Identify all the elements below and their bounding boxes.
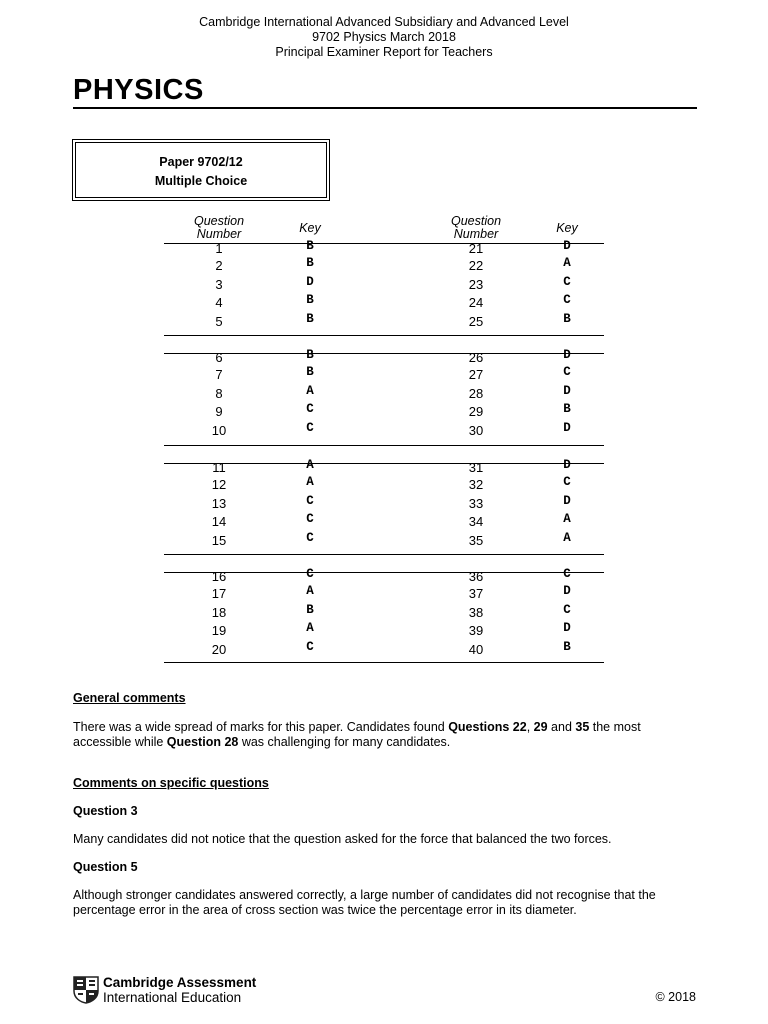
answer-key: A bbox=[563, 530, 571, 545]
paper-box bbox=[72, 139, 330, 201]
question-number: 8 bbox=[215, 386, 223, 402]
answer-key: C bbox=[306, 494, 314, 509]
question-number: 40 bbox=[468, 641, 484, 657]
answer-key: D bbox=[563, 494, 571, 509]
answer-key: A bbox=[563, 256, 571, 271]
answer-key: C bbox=[563, 603, 571, 618]
question-number: 27 bbox=[468, 367, 484, 383]
question-number: 5 bbox=[215, 313, 223, 329]
question-number: 33 bbox=[468, 496, 484, 512]
table-rule bbox=[164, 445, 604, 446]
answer-key: D bbox=[563, 384, 571, 399]
answer-key: B bbox=[306, 311, 314, 326]
question-3-heading: Question 3 bbox=[73, 804, 138, 818]
paper-number: Paper 9702/12 bbox=[159, 155, 243, 169]
answer-key: D bbox=[563, 584, 571, 599]
question-5-text: Although stronger candidates answered correctly, a large number of candidates did not recognise that the percentage error in the area of cross section was twice the percentage error in its diameter. bbox=[73, 888, 656, 917]
question-3-text: Many candidates did not notice that the question asked for the force that balanced the two forces. bbox=[73, 832, 612, 846]
question-number: 21 bbox=[468, 241, 484, 256]
question-number: 7 bbox=[215, 367, 223, 383]
answer-key: B bbox=[306, 603, 314, 618]
question-number: 23 bbox=[468, 277, 484, 293]
answer-key: B bbox=[563, 639, 571, 654]
question-number: 19 bbox=[211, 622, 227, 638]
answer-key: A bbox=[563, 511, 571, 526]
col-header-key: Key bbox=[299, 221, 321, 235]
answer-key: C bbox=[306, 420, 314, 435]
answer-key: C bbox=[563, 475, 571, 490]
logo-line-1: Cambridge Assessment bbox=[103, 975, 257, 990]
answer-key: B bbox=[306, 365, 314, 380]
question-number: 6 bbox=[215, 350, 223, 365]
table-rule bbox=[164, 662, 604, 663]
table-rule bbox=[164, 463, 604, 464]
question-number: 29 bbox=[468, 403, 484, 419]
question-number: 31 bbox=[468, 460, 484, 475]
question-number: 17 bbox=[211, 586, 227, 602]
question-number: 15 bbox=[211, 532, 227, 548]
col-header-question-2: Question Number bbox=[450, 214, 502, 241]
question-number: 9 bbox=[215, 403, 223, 419]
question-number: 2 bbox=[215, 258, 223, 274]
answer-key: B bbox=[306, 239, 314, 253]
question-number: 36 bbox=[468, 569, 484, 584]
cambridge-logo bbox=[73, 975, 293, 1005]
table-rule bbox=[164, 353, 604, 354]
question-number: 1 bbox=[215, 241, 223, 256]
question-number: 16 bbox=[211, 569, 227, 584]
question-number: 20 bbox=[211, 641, 227, 657]
general-comments-heading: General comments bbox=[73, 691, 186, 705]
answer-key: C bbox=[563, 365, 571, 380]
answer-key: C bbox=[563, 292, 571, 307]
logo-line-2: International Education bbox=[103, 990, 242, 1005]
paper-type: Multiple Choice bbox=[154, 174, 248, 188]
answer-key: C bbox=[306, 567, 314, 581]
question-number: 38 bbox=[468, 605, 484, 621]
answer-key: A bbox=[306, 384, 314, 399]
header-line-1: Cambridge International Advanced Subsidiary and Advanced Level bbox=[199, 15, 569, 29]
question-number: 3 bbox=[215, 277, 223, 293]
answer-key: A bbox=[306, 475, 314, 490]
cambridge-shield-icon bbox=[73, 976, 99, 1004]
answer-key: C bbox=[306, 401, 314, 416]
table-rule bbox=[164, 572, 604, 573]
question-number: 30 bbox=[468, 422, 484, 438]
question-number: 22 bbox=[468, 258, 484, 274]
table-rule bbox=[164, 335, 604, 336]
answer-key: D bbox=[563, 458, 571, 472]
question-number: 13 bbox=[211, 496, 227, 512]
header-line-2: 9702 Physics March 2018 bbox=[312, 30, 456, 44]
answer-key: D bbox=[563, 348, 571, 362]
answer-key: B bbox=[563, 401, 571, 416]
question-number: 4 bbox=[215, 294, 223, 310]
page-title: PHYSICS bbox=[73, 74, 697, 109]
question-number: 10 bbox=[211, 422, 227, 438]
answer-key: A bbox=[306, 620, 314, 635]
col-header-question: Question Number bbox=[193, 214, 245, 241]
header-line-3: Principal Examiner Report for Teachers bbox=[275, 45, 493, 59]
question-number: 26 bbox=[468, 350, 484, 365]
question-number: 24 bbox=[468, 294, 484, 310]
specific-comments-heading: Comments on specific questions bbox=[73, 776, 269, 790]
answer-key: B bbox=[306, 256, 314, 271]
question-number: 25 bbox=[468, 313, 484, 329]
answer-key: A bbox=[306, 584, 314, 599]
answer-key: D bbox=[563, 239, 571, 253]
question-number: 28 bbox=[468, 386, 484, 402]
table-rule bbox=[164, 554, 604, 555]
answer-key: B bbox=[306, 292, 314, 307]
question-5-heading: Question 5 bbox=[73, 860, 138, 874]
col-header-key-2: Key bbox=[556, 221, 578, 235]
answer-key: B bbox=[306, 348, 314, 362]
answer-key: C bbox=[306, 530, 314, 545]
question-number: 37 bbox=[468, 586, 484, 602]
answer-key: D bbox=[306, 275, 314, 290]
answer-key: D bbox=[563, 620, 571, 635]
question-number: 34 bbox=[468, 513, 484, 529]
question-number: 35 bbox=[468, 532, 484, 548]
answer-key: C bbox=[306, 511, 314, 526]
answer-key: B bbox=[563, 311, 571, 326]
answer-key: D bbox=[563, 420, 571, 435]
answer-key: C bbox=[306, 639, 314, 654]
question-number: 32 bbox=[468, 477, 484, 493]
question-number: 39 bbox=[468, 622, 484, 638]
question-number: 12 bbox=[211, 477, 227, 493]
question-number: 14 bbox=[211, 513, 227, 529]
answer-key: C bbox=[563, 567, 571, 581]
copyright: © 2018 bbox=[655, 990, 696, 1004]
question-number: 18 bbox=[211, 605, 227, 621]
answer-key: C bbox=[563, 275, 571, 290]
answer-key: A bbox=[306, 458, 314, 472]
question-number: 11 bbox=[212, 460, 226, 475]
general-comments-text: There was a wide spread of marks for this paper. Candidates found Questions 22, 29 and 35 the most accessible while Question 28 was challenging for many candidates. bbox=[73, 720, 641, 749]
